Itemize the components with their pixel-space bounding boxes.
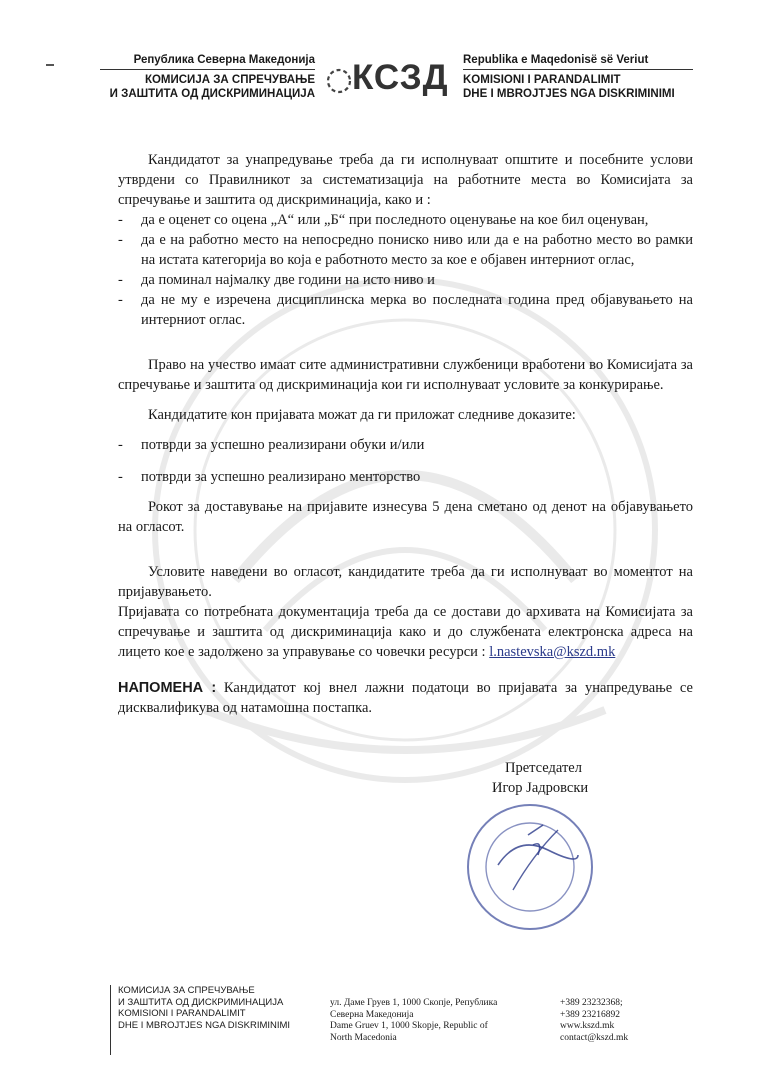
footer-address: ул. Даме Груев 1, 1000 Скопје, Република Северна Македонија Dame Gruev 1, 1000 Skopje, Republic of North Macedonia (330, 998, 498, 1043)
list-item: - да поминал најмалку две години на исто ниво и (118, 272, 435, 288)
header-left-org-line2: И ЗАШТИТА ОД ДИСКРИМИНАЦИЈА (109, 88, 315, 100)
footer-phone: +389 23232368; (560, 998, 623, 1008)
footer-phone: +389 23216892 (560, 1009, 620, 1020)
logo-wordmark: КСЗД (352, 58, 449, 97)
footer-contact (560, 998, 628, 1044)
scan-mark (46, 64, 54, 66)
footer-divider (110, 985, 111, 1055)
official-stamp (458, 795, 603, 940)
conditions-list (118, 210, 693, 330)
list-item: - потврди за успешно реализирано менторство (118, 469, 421, 485)
header-left-rule (100, 69, 315, 70)
paragraph-submission: Пријавата со потребната документација треба да се достави до архивата на Комисијата за спречување и заштита од дискриминација како и до службената електронска адреса на лицето кое е задолжено за управување со човечки ресурси : l.nastevska@kszd.mk (118, 604, 693, 660)
header-right (463, 54, 693, 101)
list-item: - да е оценет со оцена „А“ или „Б“ при последното оценување на кое бил оценуван, (118, 212, 649, 228)
header-left-country: Република Северна Македонија (133, 54, 315, 66)
paragraph-deadline: Рокот за доставување на пријавите изнесува 5 дена сметано од денот на објавувањето на огласот. (118, 499, 693, 535)
paragraph-requirements-timing: Условите наведени во огласот, кандидатите треба да ги исполнуваат во моментот на пријавувањето. (118, 564, 693, 600)
signature-title: Претседател (505, 760, 582, 776)
header-right-org-line1: KOMISIONI I PARANDALIMIT (463, 74, 621, 86)
paragraph-evidence: Кандидатите кон пријавата можат да ги приложат следниве доказите: (148, 407, 576, 423)
paragraph-conditions: Кандидатот за унапредување треба да ги исполнуваат општите и посебните услови утврдени со Правилникот за систематизација на работните места во Комисијата за спречување и заштита од дискриминација, како и : (118, 152, 693, 208)
footer-organization: КОМИСИЈА ЗА СПРЕЧУВАЊЕ И ЗАШТИТА ОД ДИСКРИМИНАЦИЈА KOMISIONI I PARANDALIMIT DHE I MBROJTJES NGA DISKRIMINIMI (118, 985, 291, 1031)
header-right-org-line2: DHE I MBROJTJES NGA DISKRIMINIMI (463, 88, 675, 100)
header-left (100, 54, 315, 101)
footer-website-link[interactable]: www.kszd.mk (560, 1021, 615, 1031)
note-text: Кандидатот кој внел лажни податоци во пријавата за унапредување се дисквалификува од натамошна постапка. (118, 680, 693, 716)
footer-email-link[interactable]: contact@kszd.mk (560, 1032, 629, 1043)
document-body (118, 150, 693, 718)
header-right-rule (463, 69, 693, 70)
header-left-org-line1: КОМИСИЈА ЗА СПРЕЧУВАЊЕ (144, 74, 315, 86)
paragraph-eligibility: Право на учество имаат сите административни службеници вработени во Комисијата за спречување и заштита од дискриминација кои ги исполнуваат условите за конкурирање. (118, 357, 693, 393)
email-link[interactable]: l.nastevska@kszd.mk (489, 644, 616, 660)
header-right-country: Republika e Maqedonisë së Veriut (463, 54, 649, 66)
list-item: - да не му е изречена дисциплинска мерка во последната година пред објавувањето на интерниот оглас. (118, 292, 693, 328)
list-item: - да е на работно место на непосредно пониско ниво или да е на работно место во рамки на истата категорија во која е работното место за кое е објавен интерниот оглас, (118, 232, 693, 268)
paragraph-note (118, 678, 693, 718)
note-label: НАПОМЕНА : (118, 680, 217, 696)
signature-name: Игор Јадровски (492, 780, 589, 796)
list-item: - потврди за успешно реализирани обуки и/или (118, 437, 425, 453)
evidence-list (118, 435, 693, 487)
